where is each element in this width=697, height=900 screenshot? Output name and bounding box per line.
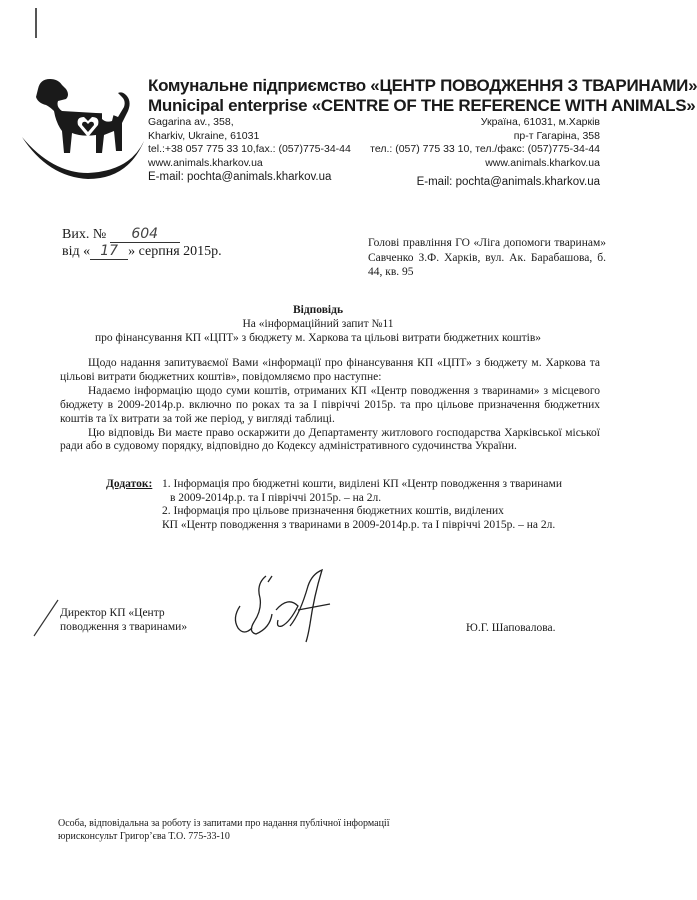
attachment-item-cont: в 2009-2014р.р. та І півріччі 2015р. – на 2л. (170, 491, 382, 504)
date-prefix: від « (62, 244, 91, 259)
website-ua: www.animals.kharkov.ua (485, 156, 600, 169)
org-name-ua: Комунальне підприємство «ЦЕНТР ПОВОДЖЕННЯ З ТВАРИНАМИ» (148, 76, 697, 95)
email-ua: E-mail: pochta@animals.kharkov.ua (416, 176, 600, 188)
attachments-list (162, 478, 592, 532)
address-en-line: tel.:+38 057 775 33 10,fax.: (057)775-34-44 (148, 143, 351, 156)
address-en-line: Gagarina av., 358, (148, 116, 234, 128)
pen-stroke-mark (35, 8, 37, 38)
outgoing-number (62, 226, 180, 243)
address-ua-line: Україна, 61031, м.Харків (480, 116, 600, 128)
attachment-item: 2. Інформація про цільове призначення бюджетних коштів, виділених (162, 505, 504, 518)
attachment-item: 1. Інформація про бюджетні кошти, виділені КП «Центр поводження з тваринами (162, 478, 562, 490)
address-en (148, 116, 351, 170)
responsible-person-footer (58, 817, 389, 843)
document-title: Відповідь (292, 304, 344, 316)
signer-name: Ю.Г. Шаповалова. (466, 622, 556, 634)
outgoing-number-handwritten: 604 (110, 226, 180, 243)
director-title (60, 607, 187, 635)
date-suffix: » серпня 2015р. (128, 244, 222, 259)
footer-line: Особа, відповідальна за роботу із запитами про надання публічної інформації (58, 818, 390, 829)
subtitle-line: про фінансування КП «ЦПТ» з бюджету м. Харкова та цільові витрати бюджетних коштів» (94, 332, 542, 344)
outgoing-number-label: Вих. № (62, 227, 107, 242)
subtitle-line: На «інформаційний запит №11 (242, 318, 394, 330)
body-paragraph: Щодо надання запитуваємої Вами «інформації про фінансування КП «ЦПТ» з бюджету м. Харкова та цільові витрати бюджетних коштів», повідомляємо про наступне: (60, 357, 600, 383)
address-ua (370, 116, 600, 170)
recipient-block: Голові правління ГО «Ліга допомоги тваринам» Савченко З.Ф. Харків, вул. Ак. Барабашова, б. 44, кв. 95 (368, 237, 606, 278)
footer-line: юрисконсульт Григор’єва Т.О. 775-33-10 (58, 831, 230, 842)
director-title-line: поводження з тваринами» (60, 620, 188, 633)
handwritten-signature (226, 566, 336, 651)
body-paragraph: Цю відповідь Ви маєте право оскаржити до Департаменту житлового господарства Харківської міської ради або в судовому порядку, відповідно до Кодексу адміністративного судочинства України. (60, 426, 600, 453)
date-day-handwritten: 17 (90, 243, 128, 260)
signature-slash-mark (30, 598, 60, 643)
director-title-line: Директор КП «Центр (60, 607, 165, 619)
website-en: www.animals.kharkov.ua (148, 156, 263, 169)
dog-cat-heart-logo (18, 45, 146, 181)
document-subtitle (0, 317, 636, 345)
address-ua-line: тел.: (057) 775 33 10, тел./факс: (057)775-34-44 (370, 143, 600, 156)
org-name-en: Municipal enterprise «CENTRE OF THE REFERENCE WITH ANIMALS» (148, 96, 696, 115)
address-ua-line: пр-т Гагаріна, 358 (513, 129, 600, 142)
attachments-label: Додаток: (106, 478, 153, 490)
outgoing-date (62, 243, 222, 260)
attachment-item-cont: КП «Центр поводження з тваринами в 2009-2014р.р. та І півріччі 2015р. – на 2л. (162, 518, 556, 531)
body-paragraph: Надаємо інформацію щодо суми коштів, отриманих КП «Центр поводження з тваринами» з місцевого бюджету в 2009-2014р.р. включно по роках та за І півріччі 2015р. та про цільове призначення бюджетних коштів та їх витрати за той же період, у вигляді таблиці. (60, 384, 600, 425)
address-en-line: Kharkiv, Ukraine, 61031 (148, 129, 260, 142)
letter-body (60, 357, 600, 454)
email-en: E-mail: pochta@animals.kharkov.ua (148, 171, 332, 183)
